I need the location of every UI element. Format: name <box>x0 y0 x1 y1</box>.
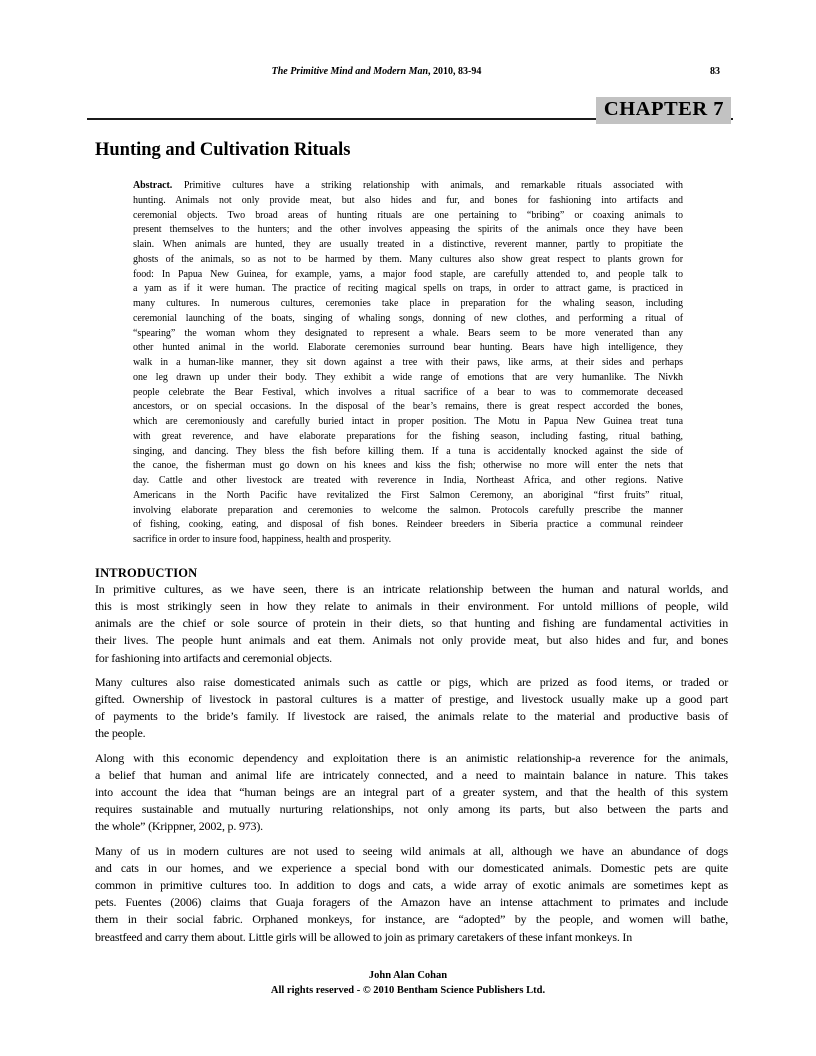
text-line: breastfeed and carry them about. Little girls will be allowed to join as primary caretakers of these infant monkeys. In <box>95 929 633 944</box>
paragraph-3 <box>95 750 728 836</box>
text-line: ceremonial launching of the boats, singing of whaling songs, donning of new clothes, and performing a ritual of <box>133 312 683 324</box>
paragraph-4 <box>95 843 728 946</box>
footer-copyright: All rights reserved - © 2010 Bentham Science Publishers Ltd. <box>270 984 546 996</box>
text-line: hunting. Animals not only provide meat, but also hides and fur, and bones for fashioning into artifacts and <box>133 194 683 206</box>
text-line: ceremonial objects. Two broad areas of hunting rituals are one pertaining to “bribing” or coaxing animals to <box>133 209 683 221</box>
text-line: the people. <box>95 726 146 741</box>
text-line: In primitive cultures, as we have seen, there is an intricate relationship between the human and natural worlds, and <box>95 581 728 596</box>
section-heading-introduction: INTRODUCTION <box>95 565 198 580</box>
text-line: slain. When animals are hunted, they are usually treated in a distinctive, reverent manner, partly to propitiate the <box>133 239 683 250</box>
text-line: of fishing, cooking, eating, and disposal of fish bones. Reindeer breeders in Siberia practice a communal reindeer <box>133 519 683 531</box>
text-line: with great reverence, and have elaborate preparations for the fishing season, including fasting, ritual bathing, <box>133 430 683 442</box>
text-line: requires sustainable and mutually nurturing relationships, not only among its parts, but also between the parts and <box>95 802 728 817</box>
chapter-header <box>95 94 728 124</box>
text-line: pets. Fuentes (2006) claims that Guaja foragers of the Amazon have an intense attachment to primates and include <box>95 895 728 910</box>
page-number: 83 <box>710 66 720 77</box>
text-line: sacrifice in order to insure food, happiness, health and prosperity. <box>133 534 392 545</box>
text-line: this is most strikingly seen in how they relate to animals in their environment. For untold millions of people, wild <box>95 598 728 613</box>
chapter-badge: CHAPTER 7 <box>596 97 731 124</box>
text-line: Americans in the North Pacific have revitalized the First Salmon Ceremony, an aboriginal “first fruits” ritual, <box>133 489 683 501</box>
abstract-label: Abstract. <box>133 180 173 191</box>
text-line: the canoe, the fisherman must go down on his knees and kiss the fish; otherwise no more will enter the nets that <box>133 460 683 472</box>
text-line: “spearing” the woman whom they designated to represent a whale. Bears seem to be more venerated than any <box>133 327 683 339</box>
running-title-citation: , 2010, 83-94 <box>428 66 482 77</box>
paragraph-2 <box>95 674 728 743</box>
page-footer <box>0 969 816 998</box>
abstract <box>133 179 683 548</box>
text-line: Many of us in modern cultures are not used to seeing wild animals at all, although we have an abundance of dogs <box>95 843 728 858</box>
text-line: one leg drawn up under their body. They exhibit a wide range of emotions that are very humanlike. The Nivkh <box>133 371 683 383</box>
text-line: other hunted animal in the world. Elaborate ceremonies surround bear hunting. Bears have high intelligence, they <box>133 342 683 354</box>
chapter-title: Hunting and Cultivation Rituals <box>95 140 351 160</box>
text-line: of payments to the bride’s family. If livestock are raised, the animals relate to the material and productive basis of <box>95 709 728 724</box>
text-line: and cats in our homes, and we experience a special bond with our domesticated animals. Domestic pets are quite <box>95 860 728 875</box>
text-line: Along with this economic dependency and exploitation there is an animistic relationship-a reverence for the animals, <box>95 750 728 765</box>
text-line: a belief that human and animal life are intricately connected, and a need to maintain balance in nature. This takes <box>95 767 728 782</box>
text-line: Many cultures also raise domesticated animals such as cattle or pigs, which are prized as food items, or traded or <box>95 674 728 689</box>
abstract-body <box>133 194 683 548</box>
footer-author: John Alan Cohan <box>368 970 448 981</box>
text-line: a yam as if it were human. The practice of reciting magical spells on traps, in order to attract game, is practiced in <box>133 283 683 295</box>
text-line: involving elaborate preparation and ceremonies to welcome the salmon. Protocols carefully prescribe the manner <box>133 504 683 516</box>
text-line: their lives. The people hunt animals and eat them. Animals not only provide meat, but also hides and fur, and bones <box>95 633 728 648</box>
abstract-first-line-text: Primitive cultures have a striking relationship with animals, and remarkable rituals associated with <box>183 180 683 191</box>
text-line: many cultures. In numerous cultures, ceremonies take place in preparation for the whaling season, including <box>133 298 683 309</box>
text-line: gifted. Ownership of livestock in pastoral cultures is a matter of prestige, and livestock usually make up a good part <box>95 691 728 706</box>
text-line: the whole” (Krippner, 2002, p. 973). <box>95 819 263 834</box>
text-line: singing, and dancing. They bless the fish before killing them. If a tuna is accidentally knocked against the side of <box>133 445 683 457</box>
text-line: walk in a human-like manner, they sit down against a tree with their paws, like arms, at their sides and perhaps <box>133 357 683 368</box>
running-title-book: The Primitive Mind and Modern Man <box>271 66 429 77</box>
text-line: people celebrate the Bear Festival, which involves a ritual sacrifice of a bear to was to commemorate deceased <box>133 386 683 398</box>
running-head <box>95 66 728 80</box>
text-line: common in primitive cultures too. In addition to dogs and cats, a wide array of exotic animals are sometimes kept as <box>95 878 728 892</box>
text-line: food: In Papua New Guinea, for example, yams, a major food staple, are carefully attended to, and people talk to <box>133 268 683 280</box>
text-line: into account the idea that “human beings are an integral part of a greater system, and that the health of this system <box>95 784 728 799</box>
text-line: ghosts of the animals, so as not to be harmed by them. Many cultures also show great respect to plants grown for <box>133 253 683 265</box>
text-line: day. Cattle and other livestock are treated with reverence in India, Northeast Africa, and other regions. Native <box>133 475 683 486</box>
text-line: animals are the chief or sole source of protein in their diets, so that hunting and fishing are fundamental activities in <box>95 616 728 631</box>
paragraph-1 <box>95 581 728 667</box>
text-line: ancestors, or on special occasions. In the disposal of the bear’s remains, there is great respect accorded the bones, <box>133 401 683 413</box>
text-line: them in their social fabric. Orphaned monkeys, for instance, are “adopted” by the people, and women will bathe, <box>95 912 728 927</box>
running-title <box>95 66 658 77</box>
abstract-first-line <box>133 179 683 194</box>
text-line: which are ceremoniously and carefully buried intact in proper position. The Motu in Papua New Guinea treat tuna <box>133 416 683 427</box>
text-line: for fashioning into artifacts and ceremonial objects. <box>95 650 332 665</box>
text-line: present themselves to the hunters; and the other involves appeasing the spirits of the animals once they have been <box>133 224 683 236</box>
